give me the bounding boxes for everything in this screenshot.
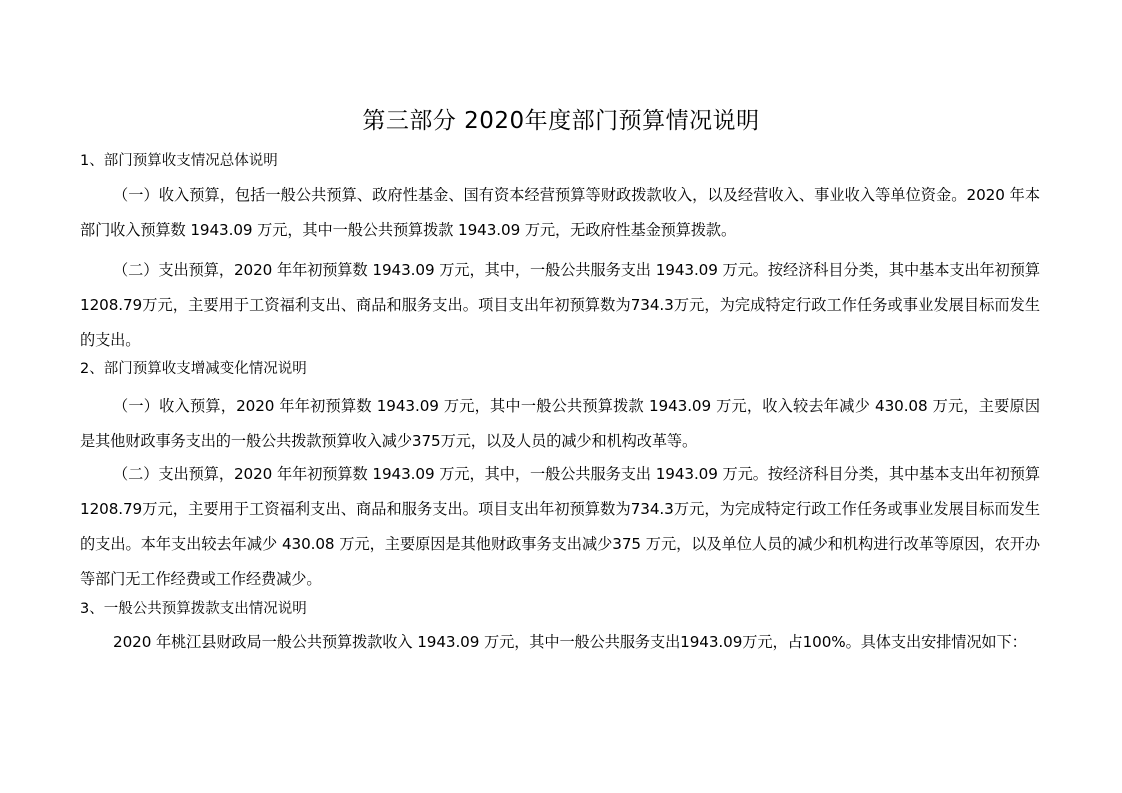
paragraph-3-1: 2020 年桃江县财政局一般公共预算拨款收入 1943.09 万元，其中一般公共服务支出1943.09万元，占100%。具体支出安排情况如下：: [113, 633, 1027, 651]
section-heading-3: 3、一般公共预算拨款支出情况说明: [80, 601, 307, 617]
paragraph-2-2: （二）支出预算，2020 年年初预算数 1943.09 万元，其中，一般公共服务支出 1943.09 万元。按经济科目分类，其中基本支出年初预算1208.79万元，主要用于工资福利支出、商品和服务支出。项目支出年初预算数为734.3万元，为完成特定行政工作任务或事业发展目标而发生的支出。本年支出较去年减少 430.08 万元，主要原因是其他财政事务支出减少375 万元，以及单位人员的减少和机构进行改革等原因，农开办等部门无工作经费或工作经费减少。: [80, 465, 1040, 588]
paragraph-1-1: （一）收入预算，包括一般公共预算、政府性基金、国有资本经营预算等财政拨款收入，以及经营收入、事业收入等单位资金。2020 年本部门收入预算数 1943.09 万元，其中一般公共预算拨款 1943.09 万元，无政府性基金预算拨款。: [80, 186, 1040, 239]
page-title: 第三部分 2020年度部门预算情况说明: [362, 108, 760, 134]
paragraph-1-2: （二）支出预算，2020 年年初预算数 1943.09 万元，其中，一般公共服务支出 1943.09 万元。按经济科目分类，其中基本支出年初预算1208.79万元，主要用于工资福利支出、商品和服务支出。项目支出年初预算数为734.3万元，为完成特定行政工作任务或事业发展目标而发生的支出。: [80, 261, 1040, 349]
section-heading-1: 1、部门预算收支情况总体说明: [80, 153, 278, 169]
paragraph-2-1: （一）收入预算，2020 年年初预算数 1943.09 万元，其中一般公共预算拨款 1943.09 万元，收入较去年减少 430.08 万元，主要原因是其他财政事务支出的一般公共拨款预算收入减少375万元，以及人员的减少和机构改革等。: [80, 397, 1040, 450]
section-heading-2: 2、部门预算收支增减变化情况说明: [80, 361, 307, 377]
